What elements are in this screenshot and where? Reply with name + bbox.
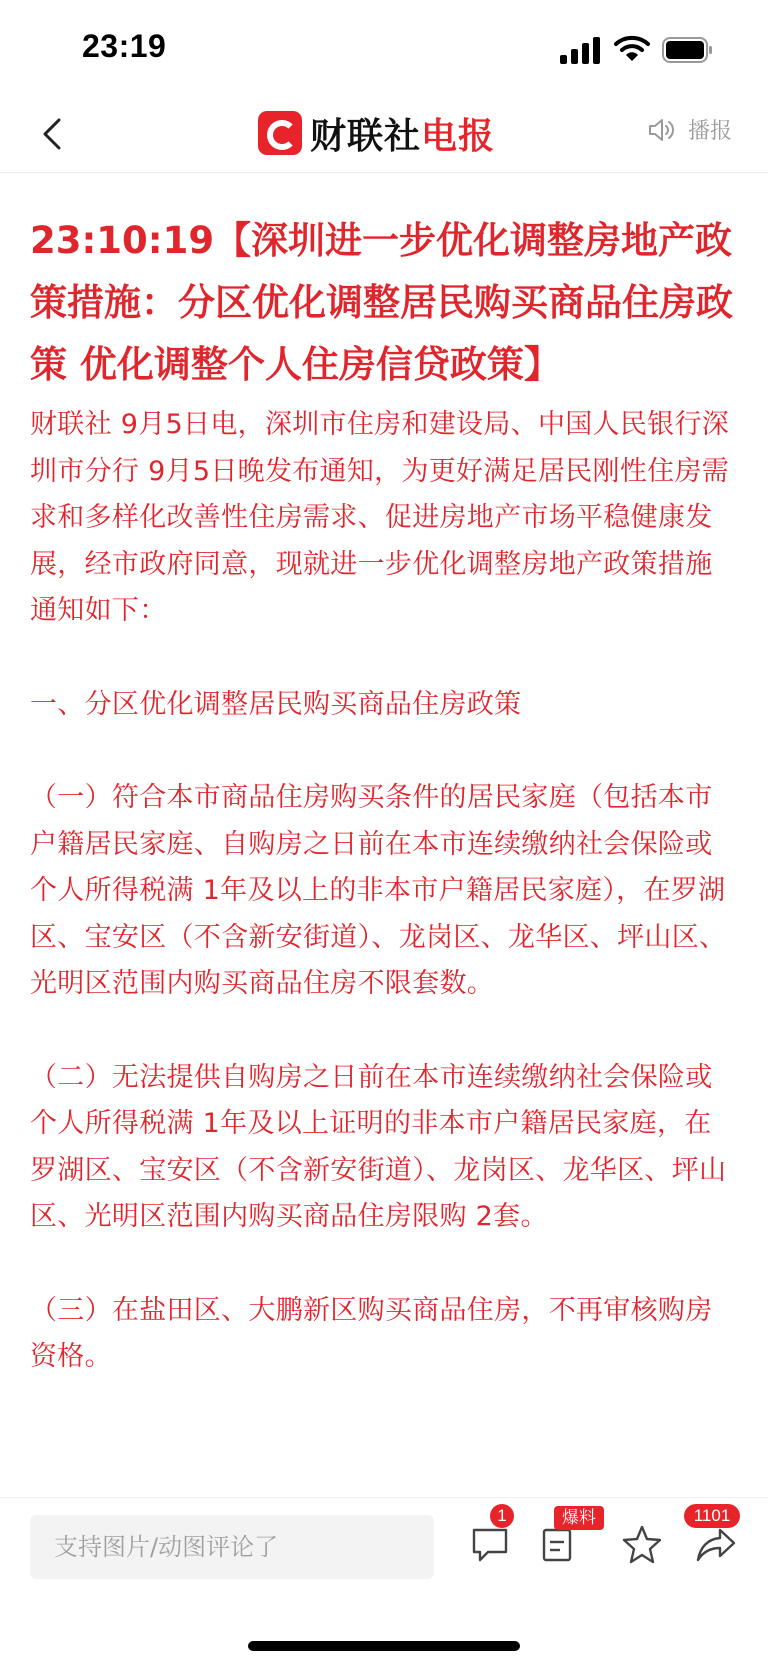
article-headline: 23:10:19【深圳进一步优化调整房地产政策措施：分区优化调整居民购买商品住房政策 优化调整个人住房信贷政策】 xyxy=(30,219,733,386)
battery-icon xyxy=(662,37,714,63)
app-logo xyxy=(258,106,495,160)
logo-mark-icon xyxy=(258,111,302,155)
comment-button[interactable] xyxy=(468,1506,512,1566)
broadcast-button[interactable] xyxy=(648,114,732,145)
nav-header xyxy=(0,96,768,173)
article-paragraph: 财联社 9月5日电，深圳市住房和建设局、中国人民银行深圳市分行 9月5日晚发布通知，为更好满足居民刚性住房需求和多样化改善性住房需求、促进房地产市场平稳健康发展，经市政府同意，现就进一步优化调整房地产政策措施通知如下： xyxy=(30,409,730,626)
logo-main-text: 财联社 xyxy=(310,115,422,157)
comment-count-badge: 1 xyxy=(490,1504,514,1528)
cellular-signal-icon xyxy=(560,36,602,64)
wifi-icon xyxy=(614,34,650,64)
status-bar xyxy=(0,0,768,96)
comment-input[interactable]: 支持图片/动图评论了 xyxy=(30,1515,434,1579)
share-count-badge: 1101 xyxy=(684,1504,740,1528)
speaker-icon xyxy=(648,116,678,144)
star-icon xyxy=(620,1522,664,1566)
logo-text xyxy=(310,108,495,159)
content-fade xyxy=(0,1462,768,1498)
bottom-action-bar xyxy=(0,1497,768,1664)
share-button[interactable] xyxy=(693,1506,738,1566)
report-button[interactable] xyxy=(536,1508,596,1566)
back-button[interactable] xyxy=(34,114,74,154)
article-paragraph: （一）符合本市商品住房购买条件的居民家庭（包括本市户籍居民家庭、自购房之日前在本市连续缴纳社会保险或个人所得税满 1年及以上的非本市户籍居民家庭），在罗湖区、宝安区（不含新安街道）、龙岗区、龙华区、坪山区、光明区范围内购买商品住房不限套数。 xyxy=(30,782,727,999)
article-body xyxy=(30,210,738,1381)
status-time: 23:19 xyxy=(82,28,167,64)
logo-accent-text: 电报 xyxy=(421,115,496,157)
article-paragraph: （三）在盐田区、大鹏新区购买商品住房，不再审核购房资格。 xyxy=(30,1294,713,1372)
share-icon xyxy=(694,1522,738,1566)
section-heading: 一、分区优化调整居民购买商品住房政策 xyxy=(30,688,522,720)
comment-icon xyxy=(468,1522,512,1566)
article-paragraph: （二）无法提供自购房之日前在本市连续缴纳社会保险或个人所得税满 1年及以上证明的非本市户籍居民家庭，在罗湖区、宝安区（不含新安街道）、龙岗区、龙华区、坪山区、光明区范围内购买商品住房限购 2套。 xyxy=(30,1061,727,1232)
broadcast-label: 播报 xyxy=(688,119,733,144)
favorite-button[interactable] xyxy=(620,1522,664,1566)
report-badge: 爆料 xyxy=(554,1506,604,1530)
home-indicator xyxy=(248,1641,520,1651)
